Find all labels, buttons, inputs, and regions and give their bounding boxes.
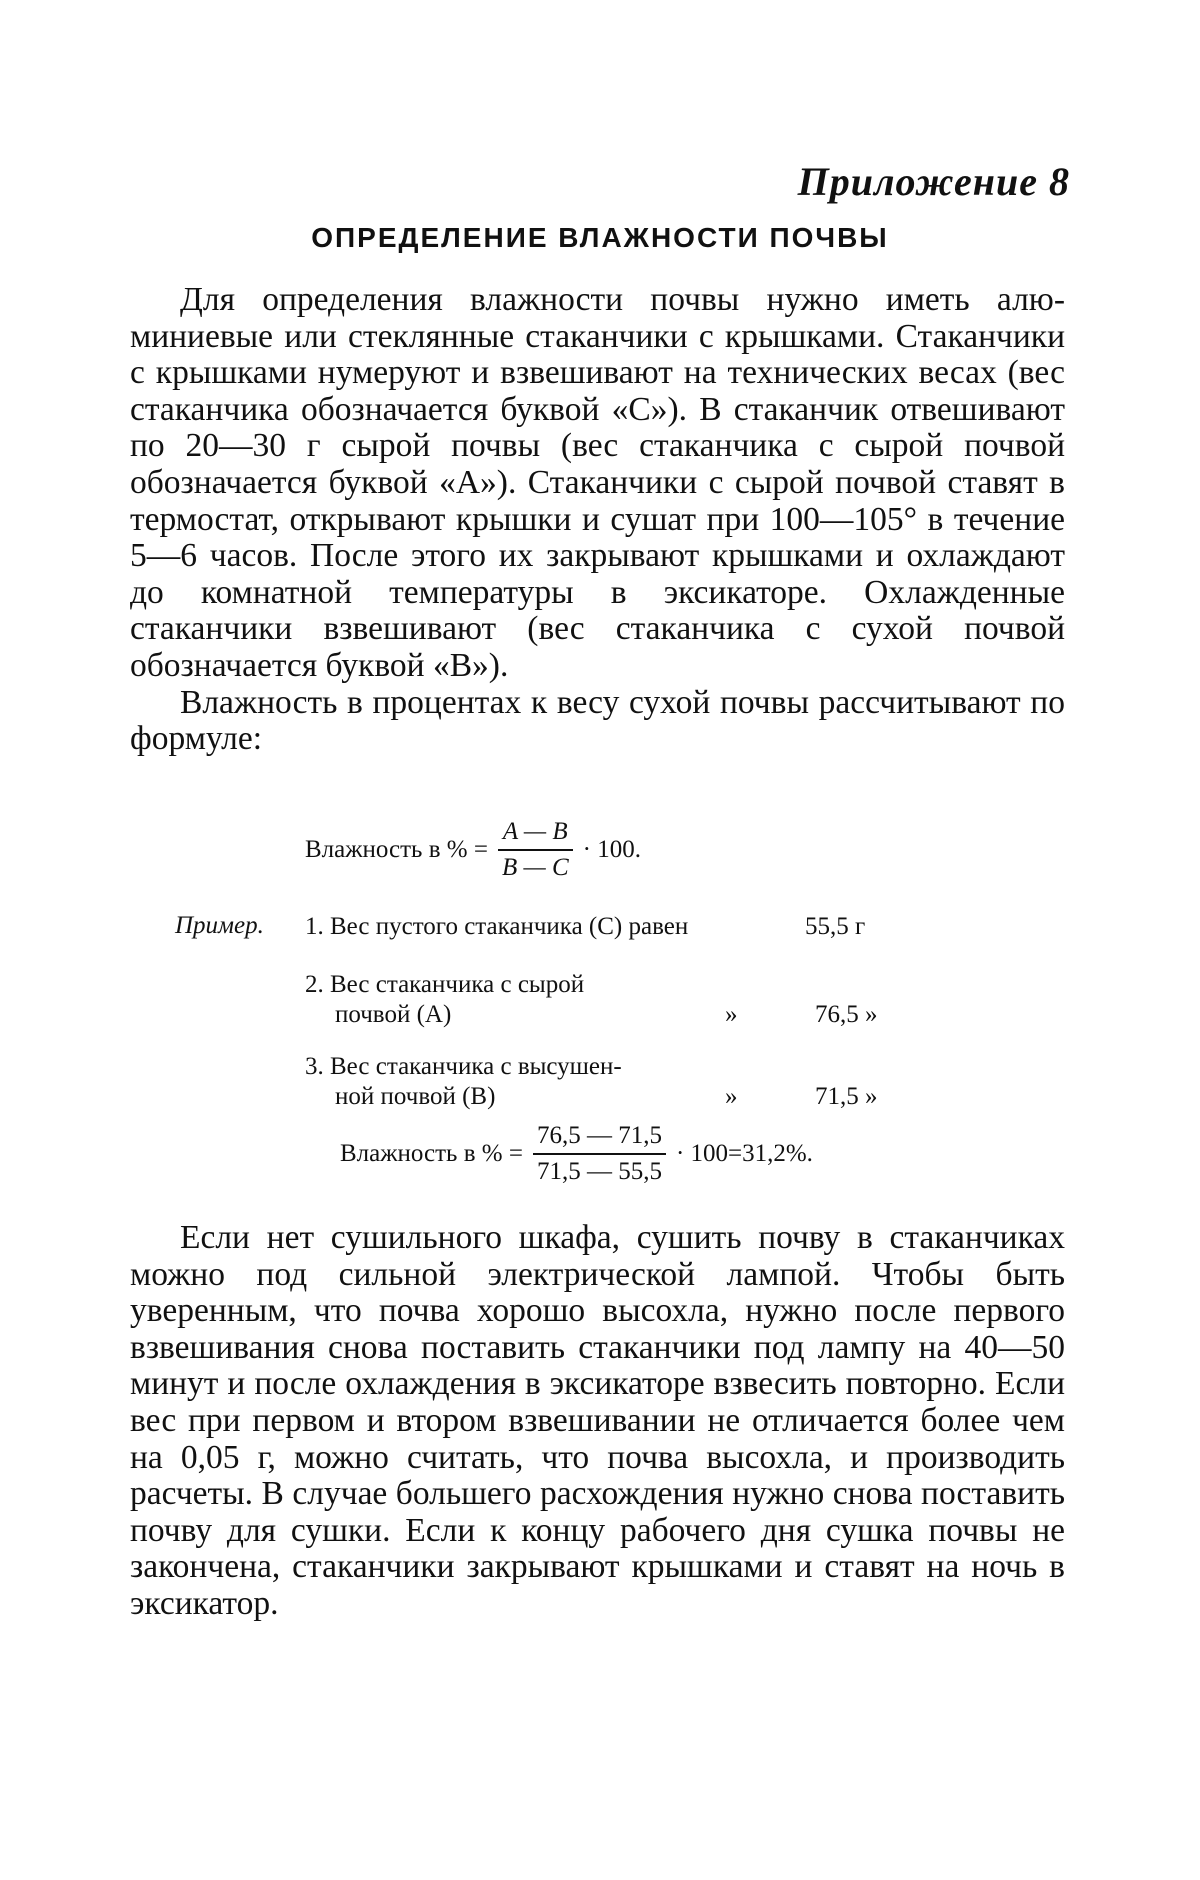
appendix-label: Приложение 8 (797, 159, 1070, 204)
example-item (305, 970, 945, 1030)
moisture-formula (305, 818, 641, 882)
example-item-line: 3. Вес стаканчика с высушен- (305, 1053, 622, 1080)
example-item (305, 1052, 945, 1112)
formula-lhs: Влажность в % = (305, 836, 488, 863)
formula-denominator: B — C (498, 849, 573, 882)
example-item-ditto: » (725, 1001, 738, 1028)
example-item-line: ной почвой (В) (335, 1083, 496, 1110)
example-item-value: 76,5 » (815, 1001, 878, 1028)
formula-numerator: A — B (502, 818, 568, 845)
example-item-value: 71,5 » (815, 1083, 878, 1110)
paragraph: Для определения влажности почвы нужно иметь алюминиевые или стеклянные стаканчики с крышками. Стаканчики с крышками нумеруют и взвешивают на технических весах (вес стаканчика обозначается буквой «С»). В стаканчик отвешивают по 20—30 г сырой почвы (вес стаканчика с сырой почвой обозначается буквой «А»). Стаканчики с сырой почвой ставят в термостат, открывают крышки и сушат при 100—105° в течение 5—6 часов. После этого их закрывают крышками и охлаждают до комнатной температуры в эксикаторе. Охлажденные стаканчики взвешивают (вес стаканчика с сухой почвой обозначается буквой «В»). (130, 281, 1065, 684)
example-item-line: 2. Вес стаканчика с сырой (305, 971, 585, 998)
calc-lhs: Влажность в % = (340, 1140, 523, 1167)
calc-fraction (533, 1122, 666, 1186)
formula-rhs: · 100. (582, 836, 641, 863)
example-item-line: почвой (А) (335, 1001, 452, 1028)
example-item-ditto: » (725, 1083, 738, 1110)
example-item-line: 1. Вес пустого стаканчика (С) равен (305, 913, 689, 940)
outro-text (130, 1220, 1065, 1623)
paragraph: Если нет сушильного шкафа, сушить почву в стаканчиках можно под сильной электрической лампой. Чтобы быть уверенным, что почва хорошо высохла, нужно после первого взвешивания снова поставить стаканчики под лампу на 40—50 минут и после охлаждения в эксикаторе взвесить повторно. Если вес при первом и втором взвешивании не отличается более чем на 0,05 г, можно считать, что почва высохла, и производить расчеты. В случае большего расхождения нужно снова поставить почву для сушки. Если к концу рабочего дня сушка почвы не закончена, стаканчики закрывают крышками и ставят на ночь в эксикатор. (130, 1219, 1065, 1622)
example-item-value: 55,5 г (805, 913, 866, 940)
calc-rhs: · 100=31,2%. (675, 1140, 813, 1167)
example-item (305, 912, 945, 942)
intro-text (130, 282, 1065, 758)
example-label: Пример. (175, 912, 264, 939)
example-calculation (340, 1122, 813, 1186)
calc-denominator: 71,5 — 55,5 (533, 1153, 666, 1186)
paragraph: Влажность в процентах к весу сухой почвы рассчитывают по формуле: (130, 683, 1065, 758)
calc-numerator: 76,5 — 71,5 (536, 1122, 662, 1149)
page-title: ОПРЕДЕЛЕНИЕ ВЛАЖНОСТИ ПОЧВЫ (311, 222, 889, 253)
formula-fraction (498, 818, 573, 882)
